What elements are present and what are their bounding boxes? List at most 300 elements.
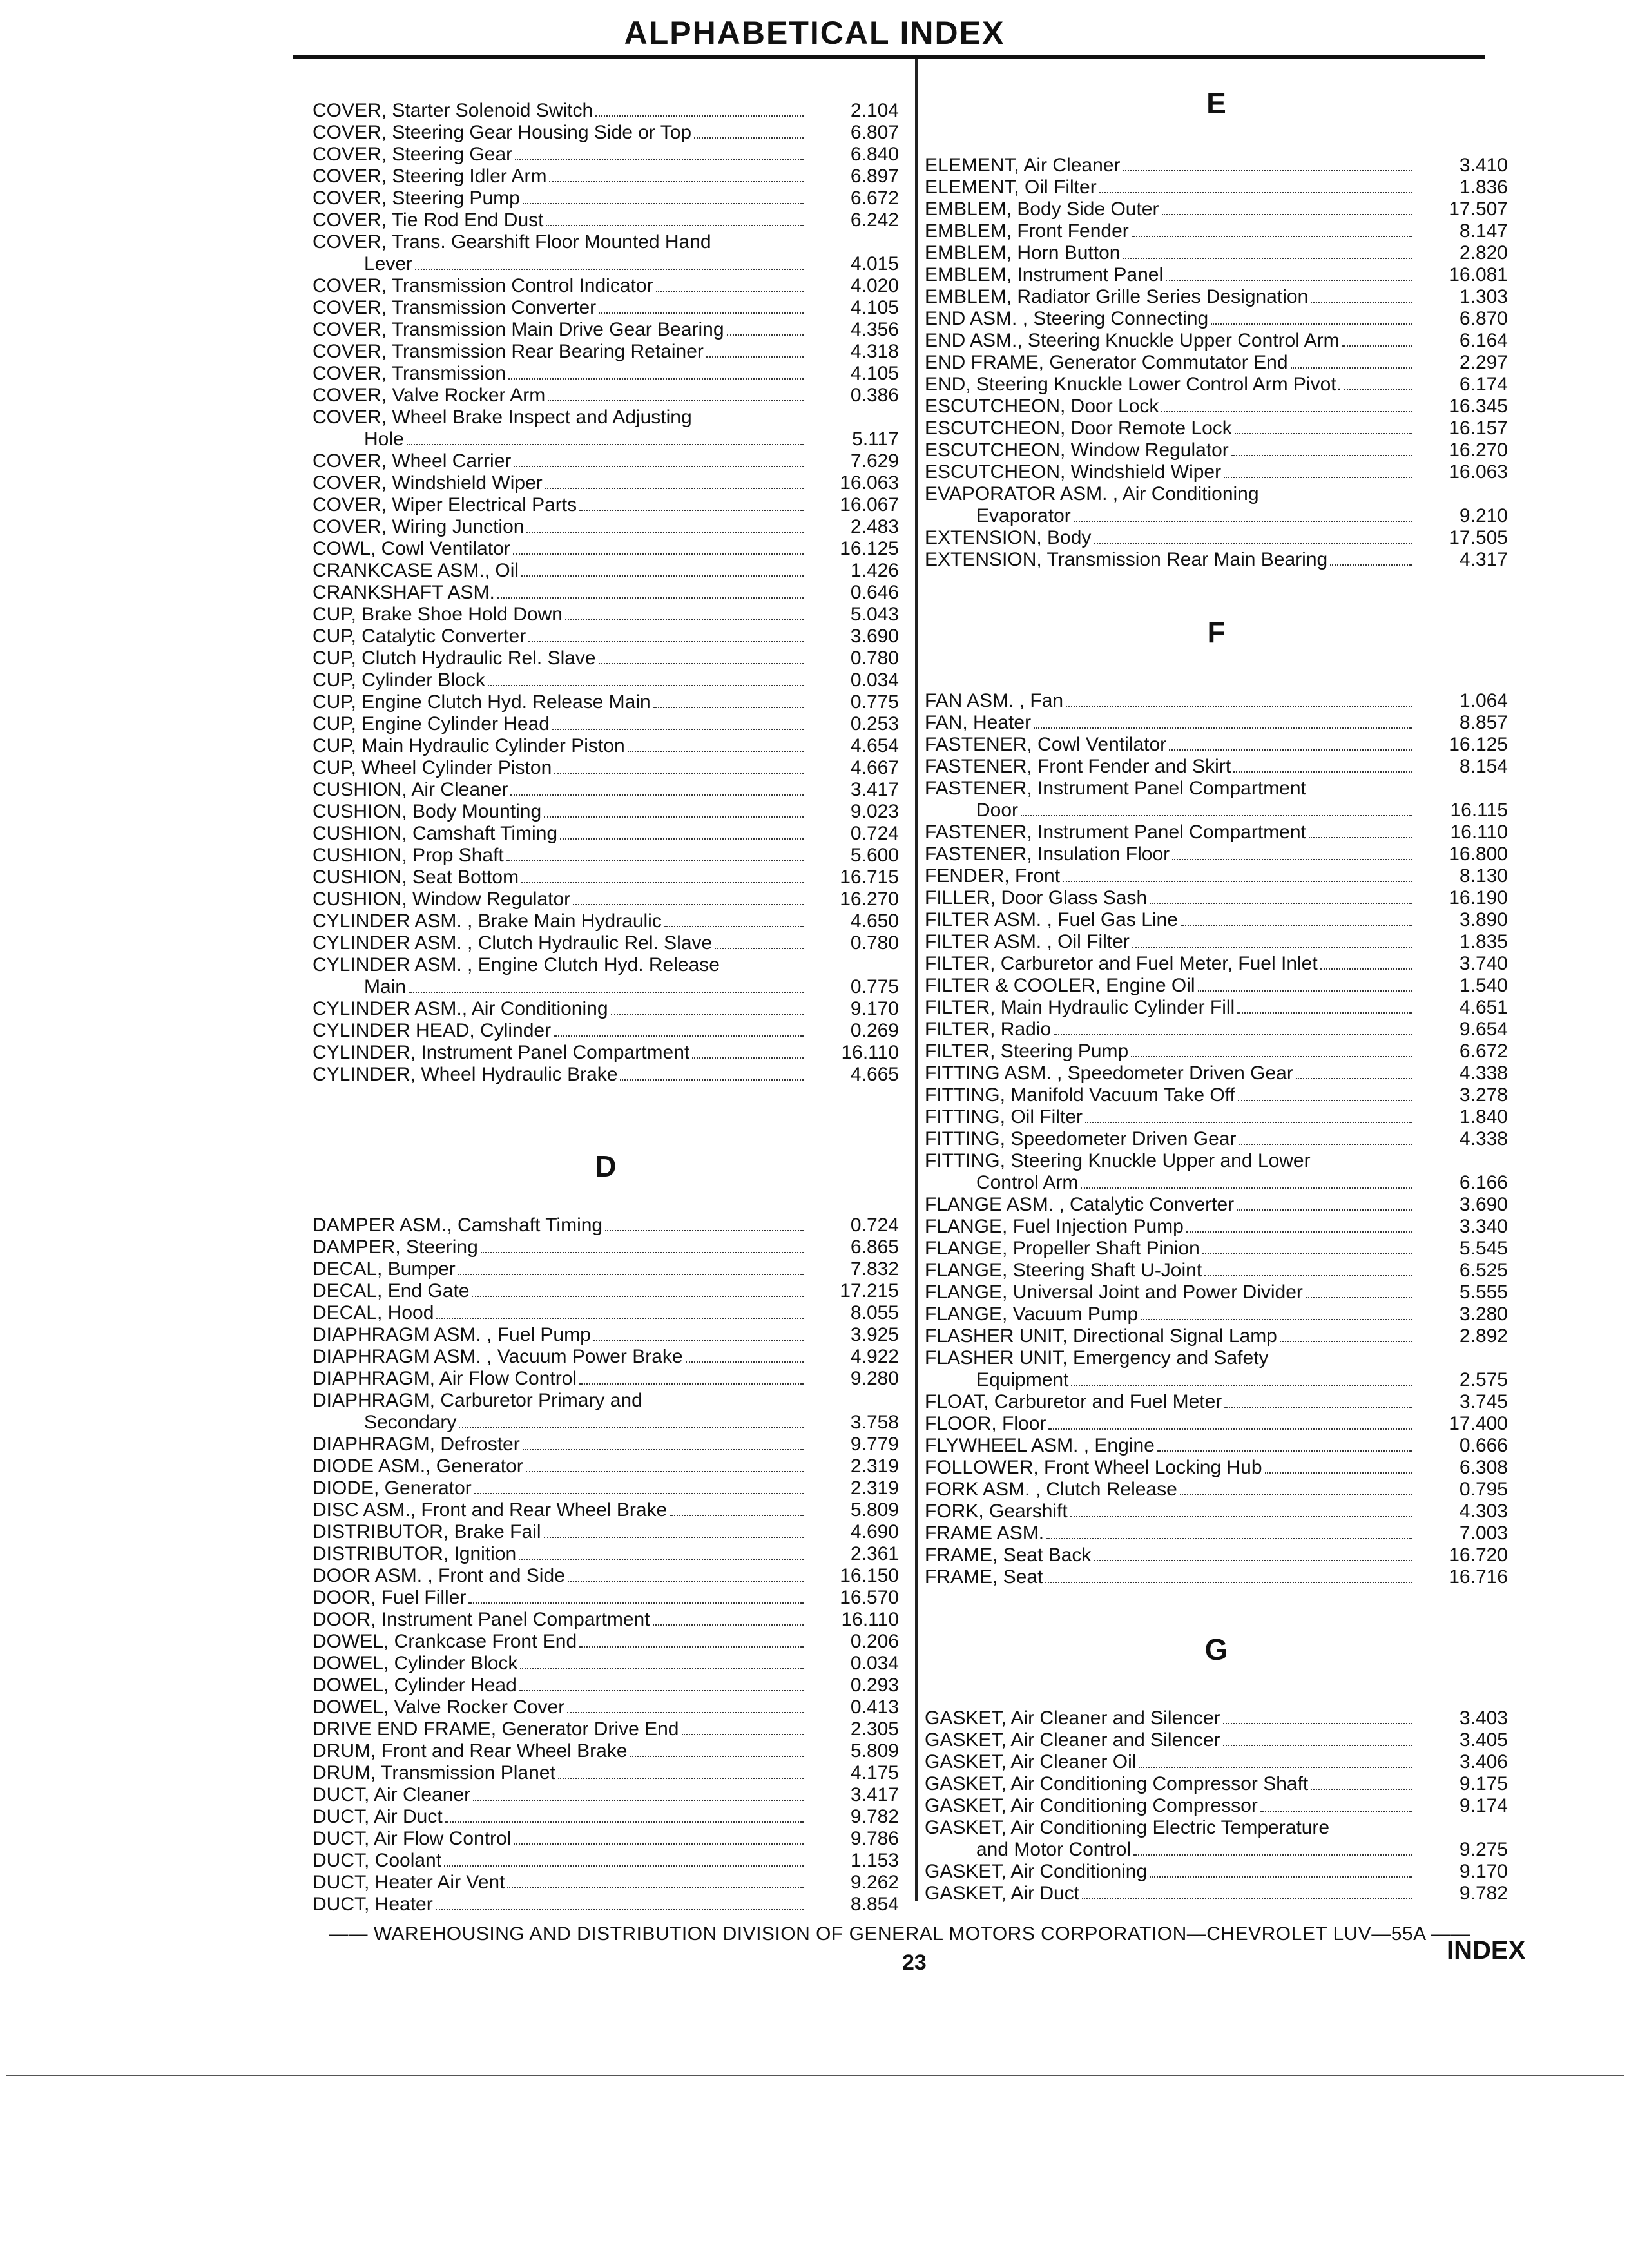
index-entry-name: FLYWHEEL ASM. , Engine <box>925 1435 1155 1456</box>
index-entry <box>925 1303 1508 1325</box>
index-entry-page: 4.338 <box>1459 1062 1508 1084</box>
dot-leader <box>1094 543 1412 544</box>
index-entry <box>313 1521 899 1543</box>
index-entry-page: 16.800 <box>1449 843 1508 865</box>
dot-leader <box>1085 1122 1412 1123</box>
index-entry <box>925 198 1508 220</box>
index-entry <box>313 1042 899 1064</box>
index-entry <box>925 155 1508 177</box>
dot-leader <box>1344 389 1412 390</box>
index-entry-page: 1.153 <box>850 1850 899 1871</box>
index-entry <box>313 669 899 691</box>
dot-leader <box>568 1581 804 1582</box>
index-entry <box>925 1260 1508 1282</box>
index-entry-page: 9.175 <box>1459 1773 1508 1794</box>
index-entry-page: 2.575 <box>1459 1369 1508 1390</box>
index-entry-page: 16.150 <box>840 1565 899 1586</box>
index-entry-page: 8.147 <box>1459 220 1508 242</box>
dot-leader <box>682 1734 804 1735</box>
dot-leader <box>1161 411 1412 412</box>
index-entry <box>313 1828 899 1850</box>
index-entry-name: FLOAT, Carburetor and Fuel Meter <box>925 1391 1222 1412</box>
index-entry <box>313 954 899 976</box>
index-entry-page: 4.318 <box>850 341 899 362</box>
index-entry-page: 16.570 <box>840 1587 899 1608</box>
index-entry <box>313 1894 899 1916</box>
index-entry-page: 3.410 <box>1459 155 1508 176</box>
index-entry <box>313 1020 899 1042</box>
index-entry <box>313 1565 899 1587</box>
index-entry-name: COVER, Tie Rod End Dust <box>313 209 544 231</box>
section-e-list <box>925 155 1508 571</box>
index-entry <box>313 1609 899 1631</box>
dot-leader <box>727 334 804 336</box>
index-entry <box>313 691 899 713</box>
index-entry-page: 9.210 <box>1459 505 1508 526</box>
index-entry-name: DIAPHRAGM, Carburetor Primary and <box>313 1390 642 1411</box>
index-entry <box>313 823 899 845</box>
index-entry <box>313 1390 899 1412</box>
footer-index-label: INDEX <box>1447 1936 1526 1965</box>
dot-leader <box>526 1471 804 1472</box>
index-entry-name: DIAPHRAGM ASM. , Fuel Pump <box>313 1324 591 1345</box>
index-entry <box>925 483 1508 505</box>
section-d-list <box>313 1215 899 1916</box>
index-entry-name: EMBLEM, Front Fender <box>925 220 1129 242</box>
index-entry-page: 4.356 <box>850 319 899 340</box>
index-entry-page: 7.629 <box>850 450 899 472</box>
index-entry-name: CUP, Engine Clutch Hyd. Release Main <box>313 691 651 713</box>
index-entry-name: DISTRIBUTOR, Ignition <box>313 1543 517 1564</box>
index-entry-name: DECAL, Hood <box>313 1302 434 1323</box>
dot-leader <box>545 488 804 489</box>
index-entry-page: 0.646 <box>850 582 899 603</box>
index-entry-page: 16.067 <box>840 494 899 515</box>
index-entry-name: CUP, Engine Cylinder Head <box>313 713 550 735</box>
index-entry-page: 3.758 <box>850 1412 899 1433</box>
dot-leader <box>567 1712 804 1713</box>
index-entry-name: FITTING, Steering Knuckle Upper and Lower <box>925 1150 1311 1171</box>
index-entry-page: 4.690 <box>850 1521 899 1542</box>
index-entry-name: EMBLEM, Instrument Panel <box>925 264 1164 285</box>
dot-leader <box>686 1361 804 1363</box>
index-entry-page: 16.115 <box>1450 800 1508 821</box>
index-entry <box>313 757 899 779</box>
index-entry-name: CYLINDER ASM. , Clutch Hydraulic Rel. Slave <box>313 932 713 954</box>
index-entry-name: FILLER, Door Glass Sash <box>925 887 1148 908</box>
index-entry <box>925 1544 1508 1566</box>
index-entry-page: 6.525 <box>1459 1260 1508 1281</box>
index-entry <box>313 1718 899 1740</box>
index-entry-name: END ASM., Steering Knuckle Upper Control Arm <box>925 330 1340 351</box>
index-entry-name: Control Arm <box>976 1172 1079 1193</box>
index-entry-name: CUP, Brake Shoe Hold Down <box>313 604 563 625</box>
dot-leader <box>1021 815 1412 816</box>
index-entry-page: 0.034 <box>850 669 899 691</box>
index-entry <box>925 1566 1508 1588</box>
dot-leader <box>514 466 804 467</box>
index-entry <box>313 1653 899 1675</box>
dot-leader <box>554 1035 804 1037</box>
dot-leader <box>514 1843 804 1845</box>
index-entry-name: ESCUTCHEON, Window Regulator <box>925 439 1229 461</box>
cover-to-cylinder-list <box>313 100 899 1086</box>
dot-leader <box>1166 280 1412 281</box>
dot-leader <box>1139 1767 1412 1768</box>
index-entry <box>313 1456 899 1477</box>
index-entry <box>313 1850 899 1872</box>
index-entry-page: 6.672 <box>1459 1041 1508 1062</box>
index-entry-name: GASKET, Air Duct <box>925 1883 1080 1904</box>
dot-leader <box>1239 1144 1413 1145</box>
index-entry-name: COVER, Transmission Rear Bearing Retainer <box>313 341 704 362</box>
index-entry-name: DAMPER, Steering <box>313 1236 478 1258</box>
index-entry-name: DISTRIBUTOR, Brake Fail <box>313 1521 541 1542</box>
index-entry <box>925 1194 1508 1216</box>
dot-leader <box>1066 706 1412 707</box>
index-entry-name: GASKET, Air Cleaner Oil <box>925 1751 1137 1773</box>
index-entry-name: FASTENER, Instrument Panel Compartment <box>925 778 1306 799</box>
dot-leader <box>656 291 804 292</box>
dot-leader <box>523 1449 804 1450</box>
index-entry-name: END, Steering Knuckle Lower Control Arm Pivot. <box>925 374 1342 395</box>
index-entry <box>313 472 899 494</box>
index-entry-page: 16.720 <box>1449 1544 1508 1566</box>
index-entry-name: DOWEL, Cylinder Head <box>313 1675 517 1696</box>
dot-leader <box>1094 1560 1412 1561</box>
section-letter-d: D <box>595 1149 617 1183</box>
index-entry <box>925 505 1508 527</box>
dot-leader <box>1231 455 1412 456</box>
index-entry-page: 2.319 <box>850 1477 899 1499</box>
index-entry-name: DIAPHRAGM ASM. , Vacuum Power Brake <box>313 1346 683 1367</box>
index-entry <box>925 778 1508 800</box>
dot-leader <box>1223 1723 1412 1724</box>
index-entry-page: 6.164 <box>1459 330 1508 351</box>
index-entry-name: COVER, Transmission <box>313 363 506 384</box>
index-entry-page: 1.540 <box>1459 975 1508 996</box>
index-entry-page: 0.724 <box>850 1215 899 1236</box>
index-entry <box>925 887 1508 909</box>
index-entry-page: 3.690 <box>1459 1194 1508 1215</box>
index-entry-page: 0.795 <box>1459 1479 1508 1500</box>
index-entry-page: 3.278 <box>1459 1084 1508 1106</box>
index-entry-name: DRUM, Transmission Planet <box>313 1762 555 1783</box>
index-entry <box>925 822 1508 843</box>
index-entry <box>925 330 1508 352</box>
index-entry <box>313 144 899 166</box>
dot-leader <box>1233 771 1412 773</box>
index-entry-page: 9.023 <box>850 801 899 822</box>
index-entry <box>313 998 899 1020</box>
section-gap <box>925 1672 1508 1707</box>
index-entry-page: 4.654 <box>850 735 899 756</box>
index-entry-name: END ASM. , Steering Connecting <box>925 308 1209 329</box>
dot-leader <box>695 422 804 423</box>
index-entry-page: 3.745 <box>1459 1391 1508 1412</box>
dot-leader <box>474 1493 804 1494</box>
right-column <box>925 86 1508 1905</box>
index-entry-page: 0.386 <box>850 385 899 406</box>
dot-leader <box>528 641 804 642</box>
dot-leader <box>1034 727 1412 729</box>
dot-leader <box>1223 1745 1412 1746</box>
index-entry-name: GASKET, Air Conditioning Compressor Shaft <box>925 1773 1309 1794</box>
index-entry-page: 5.043 <box>850 604 899 625</box>
section-f-list <box>925 690 1508 1588</box>
index-entry-page: 1.835 <box>1459 931 1508 952</box>
section-gap <box>313 1189 899 1215</box>
index-entry <box>313 1236 899 1258</box>
index-entry-page: 17.215 <box>840 1280 899 1302</box>
page-title: ALPHABETICAL INDEX <box>624 15 1005 51</box>
index-entry-page: 4.922 <box>850 1346 899 1367</box>
index-entry-page: 5.117 <box>852 428 899 450</box>
index-entry-name: FILTER, Steering Pump <box>925 1041 1129 1062</box>
index-entry <box>313 976 899 998</box>
dot-leader <box>670 1515 804 1516</box>
index-entry-name: DRIVE END FRAME, Generator Drive End <box>313 1718 679 1740</box>
dot-leader <box>620 1079 804 1081</box>
dot-leader <box>1169 749 1412 751</box>
index-entry-page: 16.345 <box>1449 396 1508 417</box>
dot-leader <box>508 378 804 380</box>
dot-leader <box>526 532 804 533</box>
index-entry-name: FRAME, Seat <box>925 1566 1043 1588</box>
index-entry-page: 4.650 <box>850 910 899 932</box>
index-entry-name: CUSHION, Camshaft Timing <box>313 823 558 844</box>
index-entry-page: 0.034 <box>850 1653 899 1674</box>
index-entry-name: FAN, Heater <box>925 712 1032 733</box>
index-entry <box>313 932 899 954</box>
index-entry <box>925 242 1508 264</box>
dot-leader <box>1271 1363 1412 1364</box>
index-entry-page: 0.269 <box>850 1020 899 1041</box>
dot-leader <box>599 312 804 314</box>
index-entry <box>925 461 1508 483</box>
index-entry-name: DOWEL, Valve Rocker Cover <box>313 1696 565 1718</box>
index-entry <box>925 1238 1508 1260</box>
dot-leader <box>1123 258 1412 259</box>
index-entry-page: 8.857 <box>1459 712 1508 733</box>
dot-leader <box>1132 947 1412 948</box>
index-entry <box>925 352 1508 374</box>
section-gap <box>925 1588 1508 1627</box>
index-entry-page: 16.270 <box>840 889 899 910</box>
dot-leader <box>549 181 804 182</box>
index-entry-page: 4.338 <box>1459 1128 1508 1149</box>
dot-leader <box>599 663 804 664</box>
page-number: 23 <box>902 1950 927 1975</box>
index-entry <box>925 843 1508 865</box>
dot-leader <box>497 597 804 599</box>
index-entry-page: 16.110 <box>841 1609 899 1630</box>
index-entry-name: Main <box>364 976 407 997</box>
index-entry <box>925 264 1508 286</box>
index-entry-name: Evaporator <box>976 505 1071 526</box>
index-entry-page: 3.890 <box>1459 909 1508 930</box>
index-entry-page: 4.317 <box>1459 549 1508 570</box>
index-entry-page: 9.170 <box>850 998 899 1019</box>
index-entry-name: ESCUTCHEON, Door Remote Lock <box>925 418 1232 439</box>
index-entry-page: 0.666 <box>1459 1435 1508 1456</box>
index-entry-page: 9.170 <box>1459 1861 1508 1882</box>
index-entry <box>925 1084 1508 1106</box>
dot-leader <box>445 1821 804 1823</box>
index-entry-name: COVER, Steering Gear Housing Side or Top <box>313 122 692 143</box>
index-entry <box>925 734 1508 756</box>
index-entry-page: 2.361 <box>850 1543 899 1564</box>
index-entry <box>925 1041 1508 1062</box>
dot-leader <box>565 619 804 620</box>
dot-leader <box>1235 433 1412 434</box>
dot-leader <box>1048 1428 1412 1430</box>
index-entry-name: FLANGE, Propeller Shaft Pinion <box>925 1238 1200 1259</box>
index-entry-page: 3.340 <box>1459 1216 1508 1237</box>
index-entry-page: 16.716 <box>1449 1566 1508 1588</box>
index-entry-name: CYLINDER, Wheel Hydraulic Brake <box>313 1064 618 1085</box>
index-entry-page: 3.417 <box>850 779 899 800</box>
dot-leader <box>1082 1898 1412 1899</box>
index-entry-name: COVER, Transmission Converter <box>313 297 597 318</box>
index-entry-page: 9.174 <box>1459 1795 1508 1816</box>
dot-leader <box>595 115 804 117</box>
index-entry <box>313 560 899 582</box>
dot-leader <box>1172 859 1412 860</box>
dot-leader <box>1332 1832 1412 1834</box>
dot-leader <box>560 838 804 840</box>
index-entry-page: 3.690 <box>850 626 899 647</box>
index-entry-name: COWL, Cowl Ventilator <box>313 538 510 559</box>
dot-leader <box>1150 1876 1412 1878</box>
index-entry <box>313 1543 899 1565</box>
dot-leader <box>436 1318 804 1319</box>
dot-leader <box>706 356 804 358</box>
index-entry-name: ESCUTCHEON, Windshield Wiper <box>925 461 1222 483</box>
dot-leader <box>554 773 804 774</box>
index-entry-name: COVER, Steering Gear <box>313 144 513 165</box>
index-entry <box>313 779 899 801</box>
index-entry <box>313 845 899 867</box>
index-entry-page: 4.667 <box>850 757 899 778</box>
index-entry <box>313 297 899 319</box>
index-entry-name: GASKET, Air Conditioning Electric Temperature <box>925 1817 1330 1838</box>
index-entry <box>313 867 899 889</box>
dot-leader <box>1150 903 1412 904</box>
index-entry-name: FILTER, Main Hydraulic Cylinder Fill <box>925 997 1235 1018</box>
dot-leader <box>521 575 804 577</box>
index-entry-page: 8.854 <box>850 1894 899 1915</box>
dot-leader <box>1204 1275 1412 1276</box>
index-entry-name: COVER, Wheel Carrier <box>313 450 512 472</box>
dot-leader <box>628 751 804 752</box>
index-entry-name: DISC ASM., Front and Rear Wheel Brake <box>313 1499 668 1521</box>
index-entry <box>313 910 899 932</box>
index-entry-name: COVER, Steering Pump <box>313 187 520 209</box>
dot-leader <box>415 269 804 270</box>
index-entry-page: 4.105 <box>850 297 899 318</box>
dot-leader <box>459 1427 804 1428</box>
dot-leader <box>488 685 804 686</box>
index-entry-name: FASTENER, Cowl Ventilator <box>925 734 1167 755</box>
index-entry-page: 0.775 <box>850 691 899 713</box>
index-entry <box>925 439 1508 461</box>
index-entry-page: 4.105 <box>850 363 899 384</box>
index-entry-name: FRAME ASM. <box>925 1523 1045 1544</box>
index-entry <box>313 735 899 757</box>
index-entry-page: 4.175 <box>850 1762 899 1783</box>
index-entry-page: 8.154 <box>1459 756 1508 777</box>
index-entry-page: 7.832 <box>850 1258 899 1280</box>
index-entry-page: 17.507 <box>1449 198 1508 220</box>
section-letter-g: G <box>1204 1633 1228 1666</box>
index-entry <box>313 122 899 144</box>
index-entry <box>313 363 899 385</box>
index-entry-name: CUP, Catalytic Converter <box>313 626 526 647</box>
index-entry-name: CUSHION, Window Regulator <box>313 889 571 910</box>
dot-leader <box>510 794 804 796</box>
index-entry <box>313 1587 899 1609</box>
index-entry-name: EMBLEM, Horn Button <box>925 242 1121 264</box>
column-divider <box>915 59 918 1901</box>
index-entry-name: FASTENER, Instrument Panel Compartment <box>925 822 1306 843</box>
index-entry-page: 9.262 <box>850 1872 899 1893</box>
dot-leader <box>1099 192 1412 193</box>
index-entry-page: 1.426 <box>850 560 899 581</box>
index-entry <box>925 1773 1508 1795</box>
index-entry-name: COVER, Starter Solenoid Switch <box>313 100 593 121</box>
dot-leader <box>544 816 804 818</box>
index-entry-name: DUCT, Air Flow Control <box>313 1828 512 1849</box>
header-rule <box>293 55 1485 59</box>
index-entry-name: COVER, Trans. Gearshift Floor Mounted Hand <box>313 231 711 253</box>
index-entry <box>313 494 899 516</box>
index-entry-name: CYLINDER ASM. , Brake Main Hydraulic <box>313 910 662 932</box>
index-entry-page: 9.280 <box>850 1368 899 1389</box>
index-entry-name: FLASHER UNIT, Directional Signal Lamp <box>925 1325 1277 1347</box>
dot-leader <box>1306 1297 1412 1298</box>
index-entry-page: 16.125 <box>840 538 899 559</box>
index-entry-page: 4.303 <box>1459 1501 1508 1522</box>
dot-leader <box>653 1624 804 1626</box>
dot-leader <box>593 1340 804 1341</box>
index-entry <box>313 1675 899 1696</box>
index-entry-name: CUP, Clutch Hydraulic Rel. Slave <box>313 648 596 669</box>
index-entry <box>925 220 1508 242</box>
dot-leader <box>579 1646 804 1648</box>
index-entry <box>313 1324 899 1346</box>
index-entry <box>313 231 899 253</box>
index-entry <box>313 1215 899 1236</box>
index-entry-page: 0.253 <box>850 713 899 735</box>
index-entry-page: 4.651 <box>1459 997 1508 1018</box>
index-entry <box>313 604 899 626</box>
index-entry <box>925 1062 1508 1084</box>
dot-leader <box>468 1602 804 1604</box>
dot-leader <box>1309 837 1412 838</box>
index-entry-page: 16.715 <box>840 867 899 888</box>
dot-leader <box>546 225 804 226</box>
index-entry-name: DUCT, Heater <box>313 1894 433 1915</box>
index-entry-page: 3.403 <box>1459 1707 1508 1729</box>
index-entry-name: DOWEL, Crankcase Front End <box>313 1631 577 1652</box>
index-entry <box>925 1839 1508 1861</box>
index-entry-name: CUSHION, Air Cleaner <box>313 779 508 800</box>
index-entry-name: COVER, Transmission Main Drive Gear Bearing <box>313 319 724 340</box>
bottom-rule <box>6 2075 1624 2076</box>
index-entry-page: 17.400 <box>1449 1413 1508 1434</box>
index-entry-name: DOWEL, Cylinder Block <box>313 1653 518 1674</box>
